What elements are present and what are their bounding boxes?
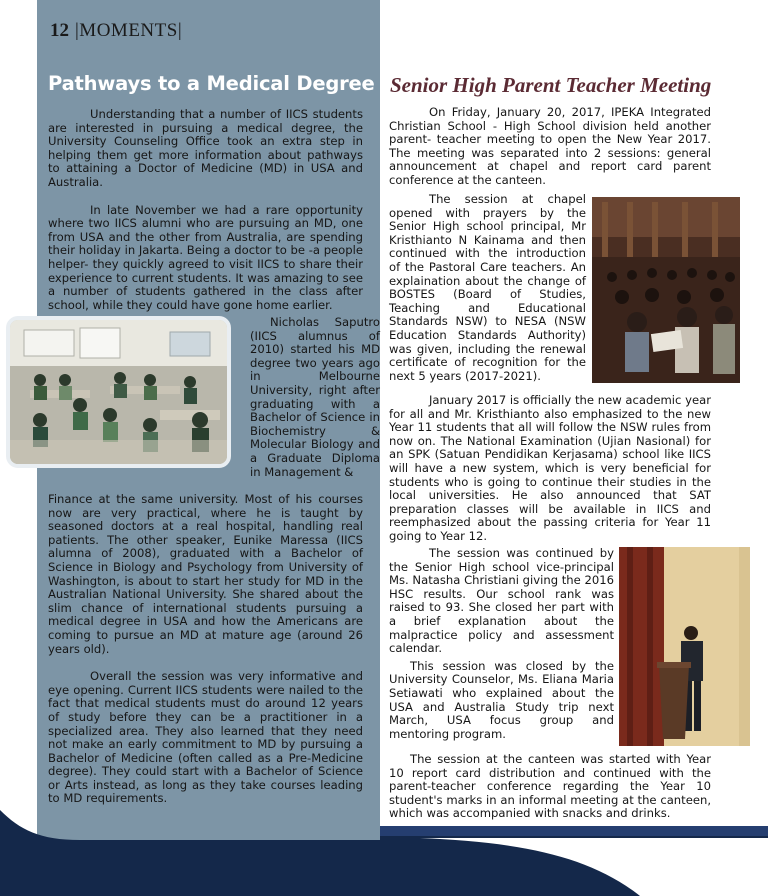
chapel-photo — [592, 197, 740, 383]
left-paragraph-1: Understanding that a number of IICS students are interested in pursuing a medical degree, the University Counseling Office took an extra step in helping them get more information about pathways to attaining a Doctor of Medicine (MD) in USA and Australia. — [48, 107, 363, 189]
footer-wave — [0, 790, 768, 896]
left-paragraph-3-start: Nicholas Saputro (IICS alumnus of 2010) started his MD degree two years ago in Melbourne University, right after graduating with a Bachelor of Science in Biochemistry & Molecular Biology and a Graduate Diploma in Management & — [250, 315, 380, 479]
right-chapel-text — [389, 193, 586, 383]
left-paragraph-3-cont: Finance at the same university. Most of his courses now are very practical, where he is taught by seasoned doctors at a real hospital, handling real patients. The other speaker, Eunike Maressa (IICS alumna of 2008), graduated with a Bachelor of Science in Biology and Psychology from University of Washington, is about to start her study for MD in the Australian National University. She shared about the slim chance of international students pursuing a medical degree in USA and how the Americans are coming to pursue an MD at mature age (around 26 years old). — [48, 492, 363, 656]
page-number: 12 — [50, 20, 69, 41]
chapel-illustration — [592, 197, 740, 383]
right-paragraph-3: January 2017 is officially the new academic year for all and Mr. Kristhianto also emphasized to the new Year 11 students that all will follow the NSW rules from now on. The National Examination (Ujian Nasional) for an SPK (Satuan Pendidikan Kerjasama) school like IICS will have a new system, which is very beneficial for students who is going to continue their studies in the local universities. He also announced that SAT preparation classes will be available in IICS and reemphasized about the passing criteria for Year 11 going to Year 12. — [389, 393, 711, 543]
left-article-intro — [48, 108, 363, 326]
left-float-text — [250, 316, 380, 479]
right-paragraph-2: The session at chapel opened with prayers by the Senior High school principal, Mr Kristhianto N Kainama and then continued with the introduction of the Pastoral Care teachers. An explaination about the change of BOSTES (Board of Studies, Teaching and Educational Standards NSW) to NESA (NSW Education Standards Authority) was given, including the renewal certificate of recognition for the next 5 years (2017-2021). — [389, 192, 586, 383]
right-article-intro — [389, 106, 711, 188]
left-paragraph-2: In late November we had a rare opportunity where two IICS alumni who are pursuing an MD, one from USA and the other from Australia, are spending their holiday in Jakarta. Being a doctor to be -a people helper- they quickly agreed to visit IICS to share their experience to current students. It was amazing to see a number of students gathered in the class after school, while they could have gone home earlier. — [48, 202, 363, 312]
right-paragraph-5: This session was closed by the University Counselor, Ms. Eliana Maria Setiawati who explained about the USA and Australia Study trip next March, USA focus group and mentoring program. — [389, 658, 614, 741]
right-academic-text — [389, 394, 711, 544]
right-paragraph-4: The session was continued by the Senior High school vice-principal Ms. Natasha Christiani giving the 2016 HSC results. Our school rank was raised to 93. She closed her part with a brief explanation about the malpractice policy and assessment calendar. — [389, 546, 614, 656]
classroom-illustration — [10, 320, 227, 464]
left-article-title: Pathways to a Medical Degree — [48, 72, 375, 95]
right-paragraph-6: The session at the canteen was started with Year 10 report card distribution and continued with the parent-teacher conference regarding the Year 10 student's marks in an informal meeting at the canteen, which was accompanied with snacks and drinks. — [389, 752, 711, 821]
speaker-illustration — [619, 547, 750, 746]
section-name: |MOMENTS| — [75, 20, 183, 41]
right-article-title: Senior High Parent Teacher Meeting — [390, 73, 712, 97]
page-header — [50, 20, 182, 42]
right-paragraph-1: On Friday, January 20, 2017, IPEKA Integrated Christian School - High School division held another parent- teacher meeting to open the New Year 2017. The meeting was separated into 2 sessions: general announcement at chapel and report card parent conference at the canteen. — [389, 105, 711, 187]
right-vice-principal-text — [389, 547, 614, 745]
left-article-lower — [48, 493, 363, 820]
speaker-photo — [619, 547, 750, 746]
left-paragraph-4: Overall the session was very informative and eye opening. Current IICS students were nailed to the fact that medical students must do around 12 years of study before they can be a practitioner in a specialized area. They also learned that they need not make an early commitment to MD by pursuing a Bachelor of Medicine (often called as a Pre-Medicine degree). They could start with a Bachelor of Science or Arts instead, as long as they take courses leading to MD requirements. — [48, 669, 363, 806]
classroom-photo — [6, 316, 231, 468]
